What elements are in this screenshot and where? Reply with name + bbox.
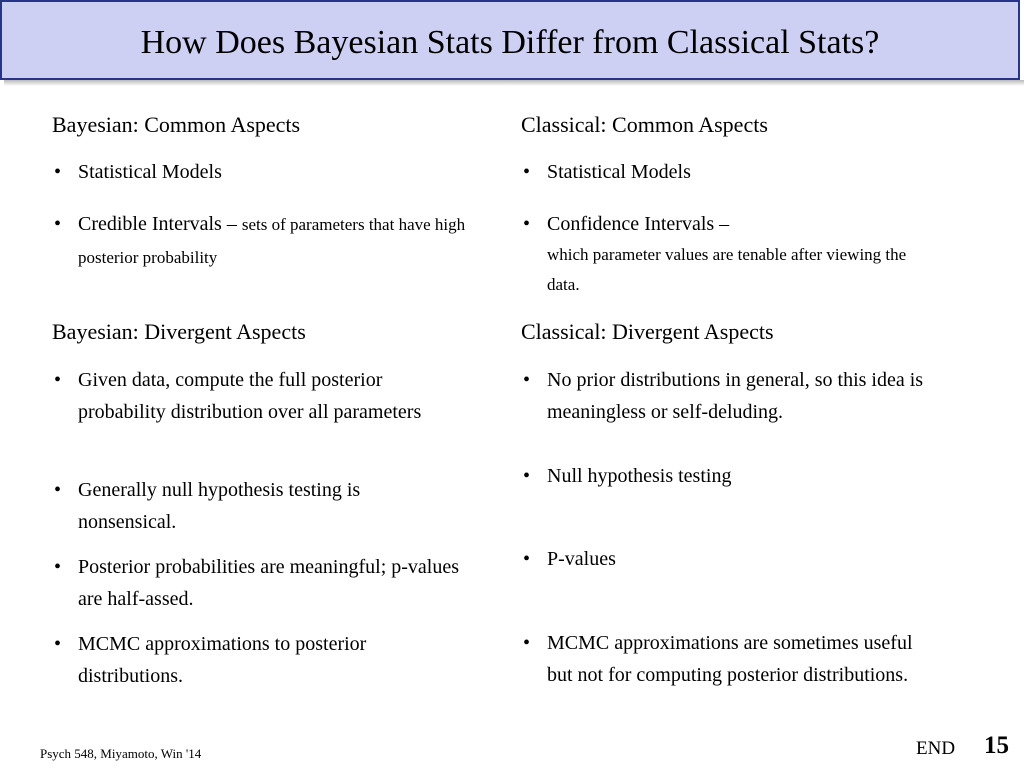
bullet-dot: •: [523, 632, 531, 654]
bullet-text: Generally null hypothesis testing is nonsensical.: [78, 479, 361, 533]
bayesian-divergent-heading: Bayesian: Divergent Aspects: [52, 319, 306, 344]
bullet-text: P-values: [547, 548, 616, 570]
slide-title: How Does Bayesian Stats Differ from Classical Stats?: [140, 24, 880, 61]
bullet-text: Posterior probabilities are meaningful; p-values are half-assed.: [78, 556, 460, 610]
classical-divergent-item-4: [521, 627, 941, 691]
bullet-dot: •: [54, 213, 62, 235]
bullet-text: No prior distributions in general, so this idea is meaningless or self-deluding.: [547, 369, 924, 423]
classical-common-heading: Classical: Common Aspects: [521, 112, 768, 137]
bullet-text: Statistical Models: [547, 161, 691, 183]
bullet-dot: •: [523, 213, 531, 235]
end-link[interactable]: END: [916, 738, 956, 759]
bullet-text: Statistical Models: [78, 161, 222, 183]
bullet-subtext: sets of parameters that have high posterior probability: [78, 215, 466, 267]
bullet-dot: •: [523, 161, 531, 183]
bayesian-divergent-item-2: [52, 474, 452, 538]
footer-course: Psych 548, Miyamoto, Win '14: [40, 746, 202, 761]
bullet-dot: •: [54, 161, 62, 183]
bullet-dot: •: [54, 556, 62, 578]
title-bar: [0, 0, 1020, 80]
bullet-text: MCMC approximations to posterior distributions.: [78, 633, 367, 687]
bullet-text: Credible Intervals –: [78, 213, 242, 235]
bayesian-common-item-2: [52, 208, 492, 274]
bayesian-common-item-1: [52, 156, 492, 188]
bullet-text: Confidence Intervals –: [547, 213, 730, 235]
bullet-dot: •: [54, 633, 62, 655]
bayesian-common-heading: Bayesian: Common Aspects: [52, 112, 301, 137]
bullet-text: Null hypothesis testing: [547, 465, 732, 487]
bullet-dot: •: [54, 479, 62, 501]
classical-divergent-item-1: [521, 364, 941, 428]
bayesian-divergent-item-1: [52, 364, 472, 428]
bullet-dot: •: [523, 548, 531, 570]
title-bar-shadow: [4, 80, 1024, 86]
bullet-dot: •: [523, 465, 531, 487]
classical-divergent-item-3: [521, 543, 941, 575]
classical-common-item-1: [521, 156, 961, 188]
bullet-text: MCMC approximations are sometimes useful but not for computing posterior distributions.: [547, 632, 913, 686]
classical-divergent-item-2: [521, 460, 941, 492]
page-number: 15: [984, 732, 1009, 759]
classical-common-item-2: [521, 208, 921, 300]
bayesian-divergent-item-4: [52, 628, 472, 692]
bullet-text: Given data, compute the full posterior probability distribution over all parameters: [78, 369, 422, 423]
bullet-dot: •: [523, 369, 531, 391]
bayesian-divergent-item-3: [52, 551, 472, 615]
bullet-dot: •: [54, 369, 62, 391]
bullet-subtext: which parameter values are tenable after viewing the data.: [547, 245, 907, 294]
classical-divergent-heading: Classical: Divergent Aspects: [521, 319, 774, 344]
